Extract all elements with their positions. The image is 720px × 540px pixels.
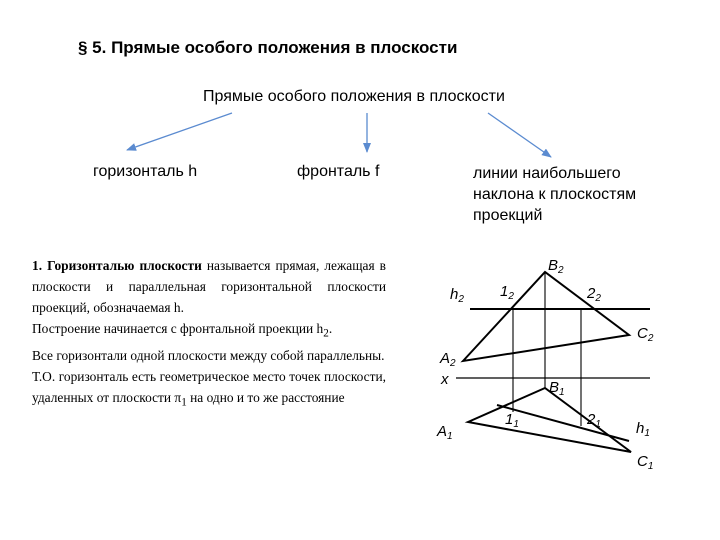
- label-A1: $A_1$: [437, 423, 453, 442]
- label-A2: $A_2$: [440, 350, 456, 369]
- scheme-root-label: Прямые особого положения в плоскости: [203, 88, 505, 105]
- construction-subscript: 2: [323, 327, 329, 340]
- construction-text: Построение начинается с фронтальной проекции h: [32, 321, 324, 336]
- conclusion-end: на одно и то же расстояние: [186, 389, 345, 405]
- label-1-1: $1_1$: [505, 411, 519, 430]
- conclusion-subscript: 1: [181, 396, 187, 409]
- branch-horizontal-label: горизонталь h: [93, 163, 198, 180]
- label-h1: $h_1$: [636, 420, 650, 439]
- label-x: x: [441, 371, 449, 388]
- branch-slope-line-3: проекций: [473, 207, 543, 224]
- label-C2: $C_2$: [637, 325, 654, 344]
- label-1-2: $1_2$: [500, 283, 514, 302]
- conclusion-text: Т.О. горизонталь есть геометрическое место точек плоскости, удаленных от плоскости π: [32, 368, 386, 405]
- branch-slope-line-1: линии наибольшего: [473, 165, 621, 182]
- triangle-front: [463, 272, 629, 361]
- definition-text: называется прямая, лежащая в плоскости и параллельная горизонтальной плоскости проекций, обозначаемая h.: [32, 258, 386, 315]
- definition-heading: 1. Горизонталью плоскости: [32, 258, 202, 273]
- page-title: § 5. Прямые особого положения в плоскости: [78, 38, 458, 57]
- label-C1: $C_1$: [637, 453, 654, 472]
- branch-frontal-label: фронталь f: [297, 163, 380, 180]
- construction-end: .: [328, 321, 333, 336]
- label-2-2: $2_2$: [587, 285, 601, 304]
- parallel-sentence: Все горизонтали одной плоскости между собой параллельны.: [32, 347, 385, 363]
- label-2-1: $2_1$: [587, 411, 601, 430]
- branch-slope-line-2: наклона к плоскостям: [473, 186, 637, 203]
- label-B2: $B_2$: [548, 257, 564, 276]
- label-B1: $B_1$: [549, 379, 565, 398]
- label-h2: $h_2$: [450, 286, 464, 305]
